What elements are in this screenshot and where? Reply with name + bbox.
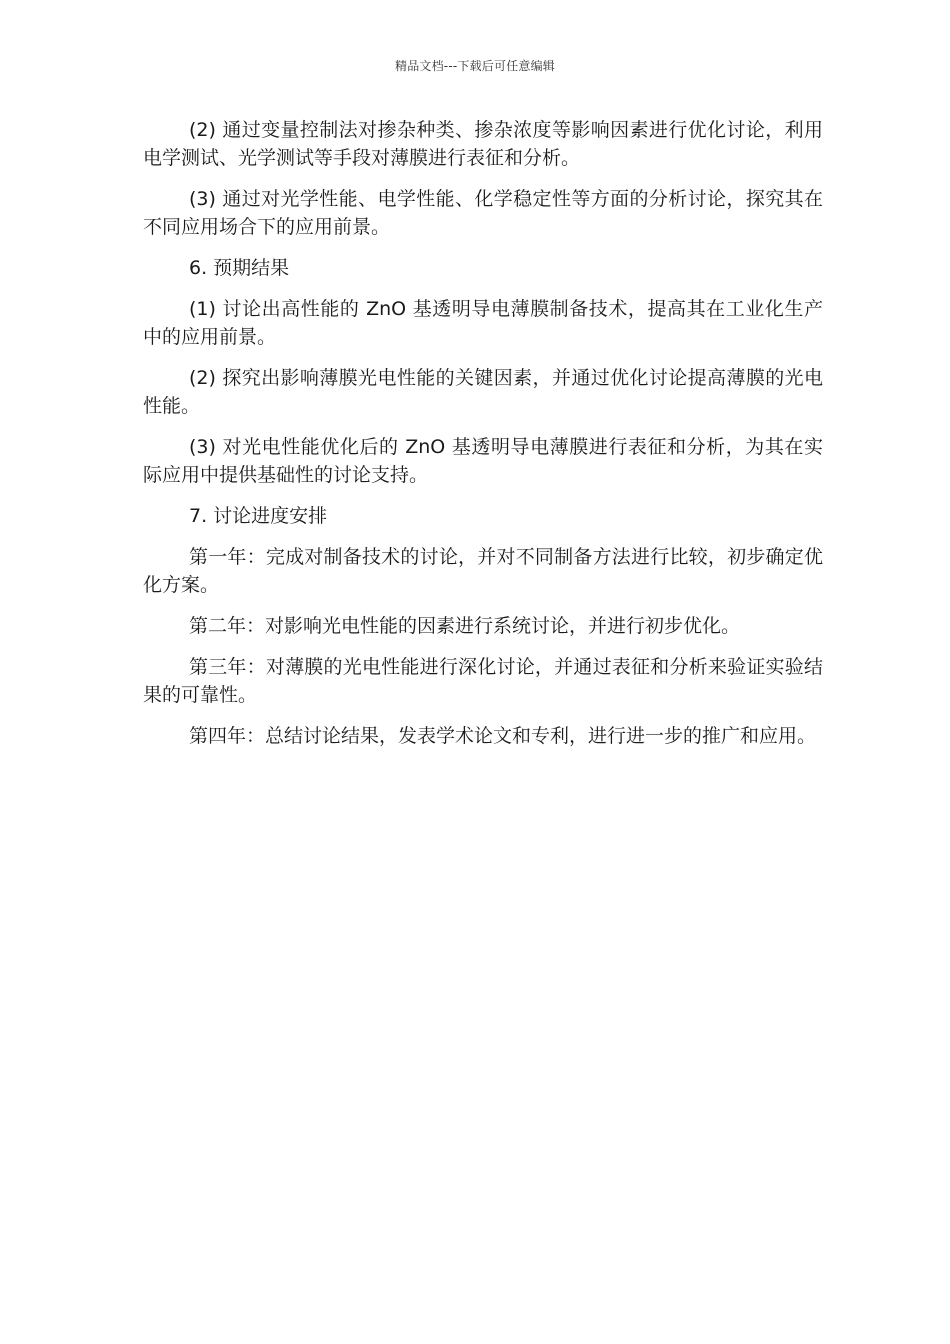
paragraph-result-3: (3) 对光电性能优化后的 ZnO 基透明导电薄膜进行表征和分析，为其在实际应用中提供基础性的讨论支持。 (143, 436, 823, 486)
paragraph-result-2: (2) 探究出影响薄膜光电性能的关键因素，并通过优化讨论提高薄膜的光电性能。 (143, 367, 823, 417)
paragraph-year-1: 第一年：完成对制备技术的讨论，并对不同制备方法进行比较，初步确定优化方案。 (143, 546, 823, 596)
paragraph-year-4: 第四年：总结讨论结果，发表学术论文和专利，进行进一步的推广和应用。 (189, 725, 817, 747)
page-header: 精品文档---下载后可任意编辑 (395, 59, 555, 73)
paragraph-method-2: (2) 通过变量控制法对掺杂种类、掺杂浓度等影响因素进行优化讨论，利用电学测试、光学测试等手段对薄膜进行表征和分析。 (143, 119, 823, 169)
paragraph-result-1: (1) 讨论出高性能的 ZnO 基透明导电薄膜制备技术，提高其在工业化生产中的应用前景。 (143, 298, 823, 348)
document-body (143, 116, 823, 763)
paragraph-method-3: (3) 通过对光学性能、电学性能、化学稳定性等方面的分析讨论，探究其在不同应用场合下的应用前景。 (143, 188, 823, 238)
paragraph-year-2: 第二年：对影响光电性能的因素进行系统讨论，并进行初步优化。 (189, 615, 741, 637)
paragraph-year-3: 第三年：对薄膜的光电性能进行深化讨论，并通过表征和分析来验证实验结果的可靠性。 (143, 656, 823, 706)
section-heading-schedule: 7. 讨论进度安排 (189, 505, 328, 527)
section-heading-expected-results: 6. 预期结果 (189, 257, 290, 279)
